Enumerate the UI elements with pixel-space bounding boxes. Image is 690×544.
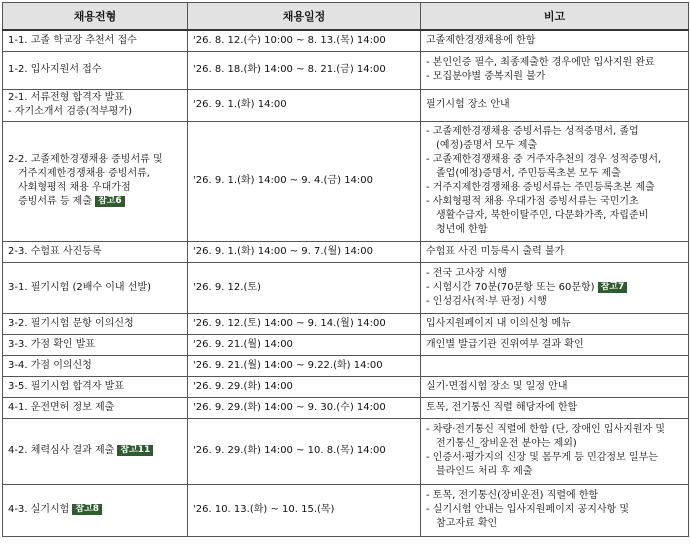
notes-cell: - 본인인증 필수, 최종제출한 경우에만 입사지원 완료 - 모집분야별 중복지원 불가: [421, 51, 689, 89]
recruitment-schedule-table: [2, 2, 689, 537]
reference-tag: 참고8: [72, 504, 102, 515]
table-row: [3, 121, 689, 241]
schedule-cell: '26. 9. 21.(월) 14:00: [188, 334, 421, 355]
table-row: [3, 397, 689, 418]
stage-cell: 2-2. 고졸제한경쟁채용 증빙서류 및 거주지제한경쟁채용 증빙서류, 사회형평적 채용 우대가점 증빙서류 등 제출 참고6: [3, 121, 188, 241]
table-row: [3, 262, 689, 313]
notes-cell: 입사지원페이지 내 이의신청 메뉴: [421, 313, 689, 334]
notes-cell: 필기시험 장소 안내: [421, 89, 689, 121]
stage-cell: 3-1. 필기시험 (2배수 이내 선발): [3, 262, 188, 313]
notes-cell: 개인별 발급기관 진위여부 결과 확인: [421, 334, 689, 355]
schedule-cell: '26. 8. 18.(화) 14:00 ~ 8. 21.(금) 14:00: [188, 51, 421, 89]
table-row: [3, 313, 689, 334]
header-stage: 채용전형: [3, 3, 188, 31]
schedule-cell: '26. 9. 29.(화) 14:00 ~ 10. 8.(목) 14:00: [188, 418, 421, 484]
notes-cell: - 전국 고사장 시행 - 시험시간 70분(70문항 또는 60문항) 참고7 - 인성검사(적·부 판정) 시행: [421, 262, 689, 313]
stage-cell: 3-2. 필기시험 문항 이의신청: [3, 313, 188, 334]
table-row: [3, 241, 689, 262]
notes-cell: 고졸제한경쟁채용에 한함: [421, 30, 689, 51]
reference-tag: 참고7: [598, 282, 628, 293]
notes-cell: 실기·면접시험 장소 및 일정 안내: [421, 376, 689, 397]
stage-cell: 3-3. 가점 확인 발표: [3, 334, 188, 355]
stage-cell: 2-1. 서류전형 합격자 발표 - 자기소개서 검증(적부평가): [3, 89, 188, 121]
stage-cell: 4-1. 운전면허 정보 제출: [3, 397, 188, 418]
notes-cell: - 토목, 전기통신(장비운전) 직렬에 한함 - 실기시험 안내는 입사지원페이지 공지사항 및 참고자료 확인: [421, 484, 689, 536]
stage-cell: 4-3. 실기시험 참고8: [3, 484, 188, 536]
schedule-cell: '26. 9. 29.(화) 14:00 ~ 9. 30.(수) 14:00: [188, 397, 421, 418]
table-row: [3, 418, 689, 484]
schedule-cell: '26. 9. 1.(화) 14:00 ~ 9. 7.(월) 14:00: [188, 241, 421, 262]
notes-cell: - 차량·전기통신 직렬에 한함 (단, 장애인 입사지원자 및 전기통신_장비운전 분야는 제외) - 인증서·평가지의 신장 및 몸무게 등 민감정보 일부는 블라인드 처리 후 제출: [421, 418, 689, 484]
header-schedule: 채용일정: [188, 3, 421, 31]
header-notes: 비고: [421, 3, 689, 31]
reference-tag: 참고11: [117, 445, 153, 456]
notes-cell: 토목, 전기통신 직렬 해당자에 한함: [421, 397, 689, 418]
schedule-cell: '26. 9. 1.(화) 14:00: [188, 89, 421, 121]
table-row: [3, 89, 689, 121]
table-row: [3, 355, 689, 376]
stage-cell: 1-1. 고졸 학교장 추천서 접수: [3, 30, 188, 51]
schedule-cell: '26. 9. 1.(화) 14:00 ~ 9. 4.(금) 14:00: [188, 121, 421, 241]
table-row: [3, 334, 689, 355]
table-row: [3, 30, 689, 51]
table-row: [3, 376, 689, 397]
stage-cell: 4-2. 체력심사 결과 제출 참고11: [3, 418, 188, 484]
table-row: [3, 484, 689, 536]
stage-cell: 1-2. 입사지원서 접수: [3, 51, 188, 89]
schedule-cell: '26. 9. 12.(토): [188, 262, 421, 313]
stage-cell: 3-5. 필기시험 합격자 발표: [3, 376, 188, 397]
schedule-cell: '26. 8. 12.(수) 10:00 ~ 8. 13.(목) 14:00: [188, 30, 421, 51]
schedule-cell: '26. 9. 12.(토) 14:00 ~ 9. 14.(월) 14:00: [188, 313, 421, 334]
notes-cell: [421, 355, 689, 376]
schedule-cell: '26. 9. 29.(화) 14:00: [188, 376, 421, 397]
table-row: [3, 51, 689, 89]
notes-cell: 수험표 사진 미등록시 출력 불가: [421, 241, 689, 262]
stage-cell: 3-4. 가점 이의신청: [3, 355, 188, 376]
schedule-cell: '26. 9. 21.(월) 14:00 ~ 9.22.(화) 14:00: [188, 355, 421, 376]
reference-tag: 참고6: [95, 196, 125, 207]
notes-cell: - 고졸제한경쟁채용 증빙서류는 성적증명서, 졸업 (예정)증명서 모두 제출 - 고졸제한경쟁채용 중 거주자추천의 경우 성적증명서, 졸업(예정)증명서, 주민등록초본 모두 제출 - 거주지제한경쟁채용 증빙서류는 주민등록초본 제출 - 사회형평적 채용 우대가점 증빙서류는 국민기초 생활수급자, 북한이탈주민, 다문화가족, 자립준비 청년에 한함: [421, 121, 689, 241]
header-row: [3, 3, 689, 31]
stage-cell: 2-3. 수험표 사진등록: [3, 241, 188, 262]
schedule-cell: '26. 10. 13.(화) ~ 10. 15.(목): [188, 484, 421, 536]
